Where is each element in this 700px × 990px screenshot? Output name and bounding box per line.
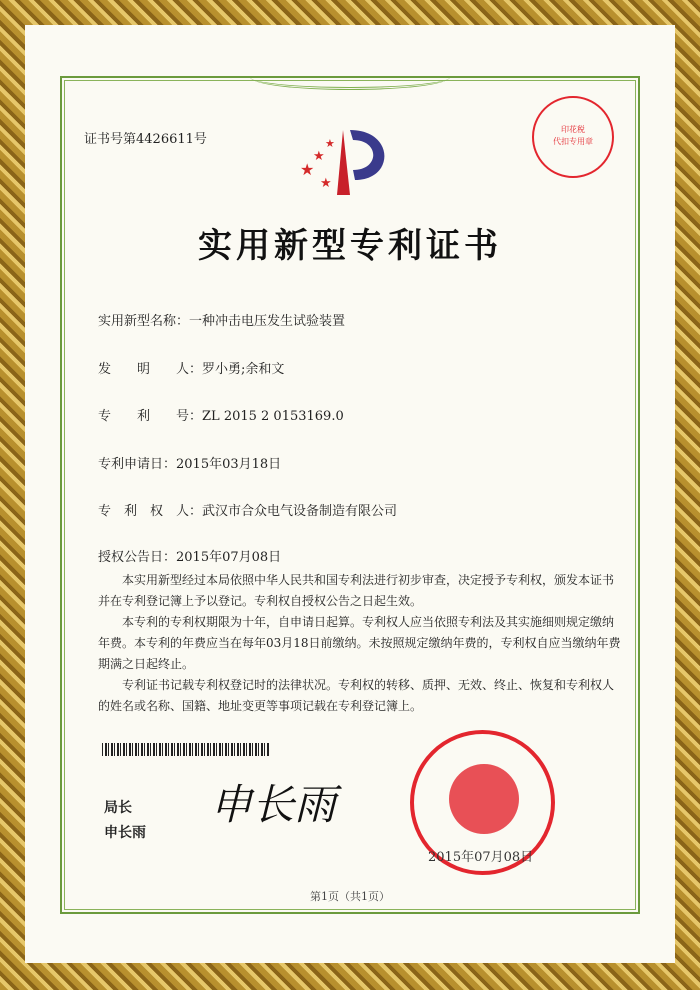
stamp-text: 印花税 bbox=[561, 125, 585, 134]
field-label: 授权公告日： bbox=[98, 550, 177, 565]
director-title: 局长 bbox=[104, 800, 132, 816]
field-grant-date bbox=[98, 546, 281, 565]
field-label: 发 明 人： bbox=[98, 362, 203, 377]
signature: 申长雨 bbox=[210, 780, 337, 829]
field-inventor bbox=[98, 358, 284, 377]
paragraph: 本实用新型经过本局依照中华人民共和国专利法进行初步审查，决定授予专利权，颁发本证书并在专利登记簿上予以登记。专利权自授权公告之日起生效。 bbox=[98, 573, 615, 608]
field-value: 一种冲击电压发生试验装置 bbox=[189, 314, 346, 329]
field-name bbox=[98, 310, 345, 329]
field-value: 罗小勇;余和文 bbox=[202, 362, 285, 377]
field-label: 实用新型名称： bbox=[98, 314, 190, 329]
field-value: ZL 2015 2 0153169.0 bbox=[202, 409, 344, 424]
body-text bbox=[98, 570, 623, 717]
emblem-icon bbox=[449, 764, 519, 834]
field-filing-date bbox=[98, 453, 281, 472]
director-name: 申长雨 bbox=[104, 825, 146, 841]
page-info: 第1页（共1页） bbox=[310, 890, 390, 903]
field-label: 专 利 号： bbox=[98, 409, 203, 424]
field-value: 2015年07月08日 bbox=[176, 550, 282, 565]
paragraph: 本专利的专利权期限为十年，自申请日起算。专利权人应当依照专利法及其实施细则规定缴纳年费。本专利的年费应当在每年03月18日前缴纳。未按照规定缴纳年费的，专利权自应当缴纳年费期满之日起终止。 bbox=[98, 615, 621, 671]
page-title: 实用新型专利证书 bbox=[198, 226, 502, 266]
field-label: 专 利 权 人： bbox=[98, 504, 203, 519]
paragraph: 专利证书记载专利权登记时的法律状况。专利权的转移、质押、无效、终止、恢复和专利权人的姓名或名称、国籍、地址变更等事项记载在专利登记簿上。 bbox=[98, 678, 615, 713]
barcode bbox=[102, 743, 270, 756]
svg-text:★: ★ bbox=[313, 149, 325, 164]
stamp-tax bbox=[532, 96, 614, 178]
field-value: 武汉市合众电气设备制造有限公司 bbox=[202, 504, 398, 519]
field-patentee bbox=[98, 500, 397, 519]
svg-text:★: ★ bbox=[300, 160, 315, 179]
field-patent-no bbox=[98, 405, 344, 424]
field-value: 2015年03月18日 bbox=[176, 457, 282, 472]
top-ornament bbox=[250, 64, 450, 90]
certificate-number: 证书号第4426611号 bbox=[84, 132, 207, 147]
stamp-text: 代扣专用章 bbox=[553, 137, 593, 146]
patent-office-logo bbox=[295, 125, 405, 200]
field-label: 专利申请日： bbox=[98, 457, 177, 472]
svg-text:★: ★ bbox=[325, 137, 335, 150]
seal-date: 2015年07月08日 bbox=[428, 850, 534, 865]
svg-text:★: ★ bbox=[320, 176, 332, 191]
